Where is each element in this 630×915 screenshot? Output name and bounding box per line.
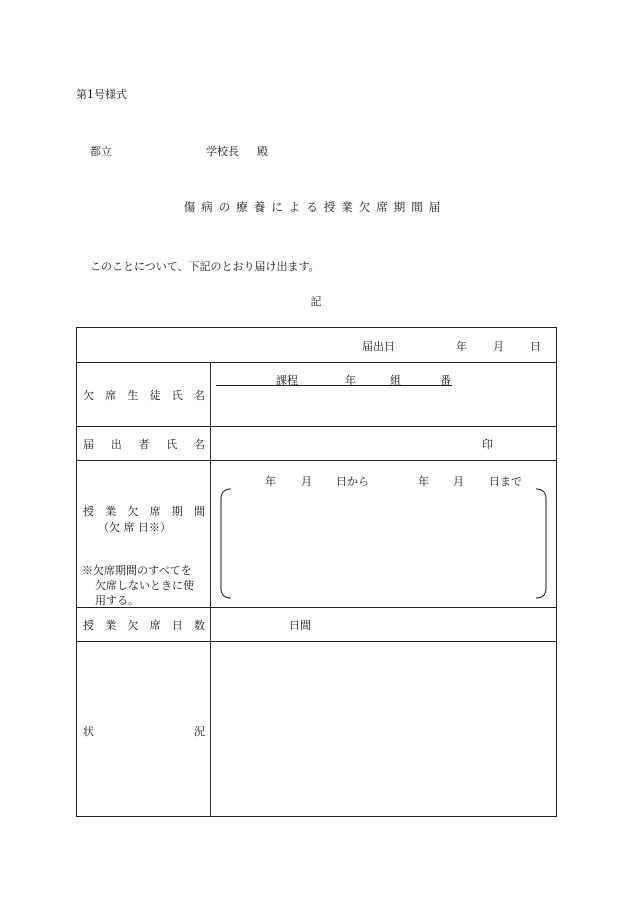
row-divider xyxy=(77,426,556,427)
grade-label: 年 xyxy=(345,374,356,387)
note-line-1: ※欠席期間のすべてを xyxy=(82,564,192,577)
label-char: 欠 xyxy=(127,505,139,518)
course-label: 課程 xyxy=(276,374,298,387)
label-char: 者 xyxy=(138,438,150,451)
label-char: 名 xyxy=(194,438,205,451)
ki-heading: 記 xyxy=(310,295,322,308)
label-char: 徒 xyxy=(149,389,161,402)
to-month[interactable]: 月 xyxy=(453,475,464,488)
seal-label: 印 xyxy=(482,438,493,451)
label-char: 数 xyxy=(193,619,205,632)
label-char: 届 xyxy=(83,438,94,451)
intro-text: このことについて、下記のとおり届け出ます。 xyxy=(90,260,320,273)
label-char: 欠 xyxy=(127,619,139,632)
label-char: 業 xyxy=(105,505,117,518)
left-bracket xyxy=(221,489,231,598)
label-char: 席 xyxy=(149,619,161,632)
absence-period-label xyxy=(83,503,205,519)
submitter-name-label xyxy=(83,436,205,452)
status-label-left: 状 xyxy=(83,725,94,738)
label-char: 授 xyxy=(83,619,94,632)
to-day[interactable]: 日まで xyxy=(489,475,522,488)
absence-days-count-field[interactable] xyxy=(216,610,286,638)
status-field[interactable] xyxy=(216,646,550,812)
absence-days-bracket[interactable] xyxy=(219,488,548,599)
row-divider xyxy=(77,607,556,608)
label-char: 授 xyxy=(83,505,94,518)
form-table xyxy=(76,327,557,817)
label-char: 生 xyxy=(127,389,139,402)
student-name-label xyxy=(83,387,205,403)
submission-date-day[interactable]: 日 xyxy=(530,340,541,353)
label-char: 席 xyxy=(149,505,161,518)
label-char: 期 xyxy=(171,505,183,518)
addressee-prefix: 都立 xyxy=(90,145,112,158)
from-year[interactable]: 年 xyxy=(265,475,276,488)
label-char: 間 xyxy=(193,505,205,518)
addressee-honorific: 殿 xyxy=(257,145,268,158)
label-char: 席 xyxy=(105,389,117,402)
from-month[interactable]: 月 xyxy=(301,475,312,488)
submitter-name-field[interactable] xyxy=(216,428,476,458)
form-number: 第1号様式 xyxy=(76,88,127,101)
label-char: 欠 xyxy=(83,389,94,402)
label-char: 業 xyxy=(105,619,117,632)
addressee-title: 学校長 xyxy=(206,145,239,158)
row-divider xyxy=(77,641,556,642)
student-name-field[interactable] xyxy=(216,388,546,422)
right-bracket xyxy=(536,489,546,598)
absence-days-count-label xyxy=(83,617,205,633)
label-char: 名 xyxy=(193,389,205,402)
submission-date-label: 届出日 xyxy=(362,340,395,353)
label-char: 出 xyxy=(110,438,122,451)
status-label-right: 況 xyxy=(194,725,205,738)
label-char: 日 xyxy=(171,619,183,632)
absence-days-sublabel: （欠 席 日※） xyxy=(98,521,171,534)
row-divider xyxy=(77,362,556,363)
label-char: 氏 xyxy=(171,389,183,402)
course-underline xyxy=(216,385,452,386)
days-unit: 日間 xyxy=(289,619,311,632)
row-divider xyxy=(77,460,556,461)
note-line-3: 用する。 xyxy=(95,594,139,607)
class-label: 組 xyxy=(390,374,401,387)
note-line-2: 欠席しないときに使 xyxy=(95,579,194,592)
from-day[interactable]: 日から xyxy=(336,475,369,488)
number-label: 番 xyxy=(440,374,451,387)
to-year[interactable]: 年 xyxy=(418,475,429,488)
submission-date-year[interactable]: 年 xyxy=(456,340,467,353)
column-divider xyxy=(210,362,211,816)
label-char: 氏 xyxy=(166,438,178,451)
document-title: 傷病の療養による授業欠席期間届 xyxy=(183,200,447,214)
submission-date-month[interactable]: 月 xyxy=(493,340,504,353)
